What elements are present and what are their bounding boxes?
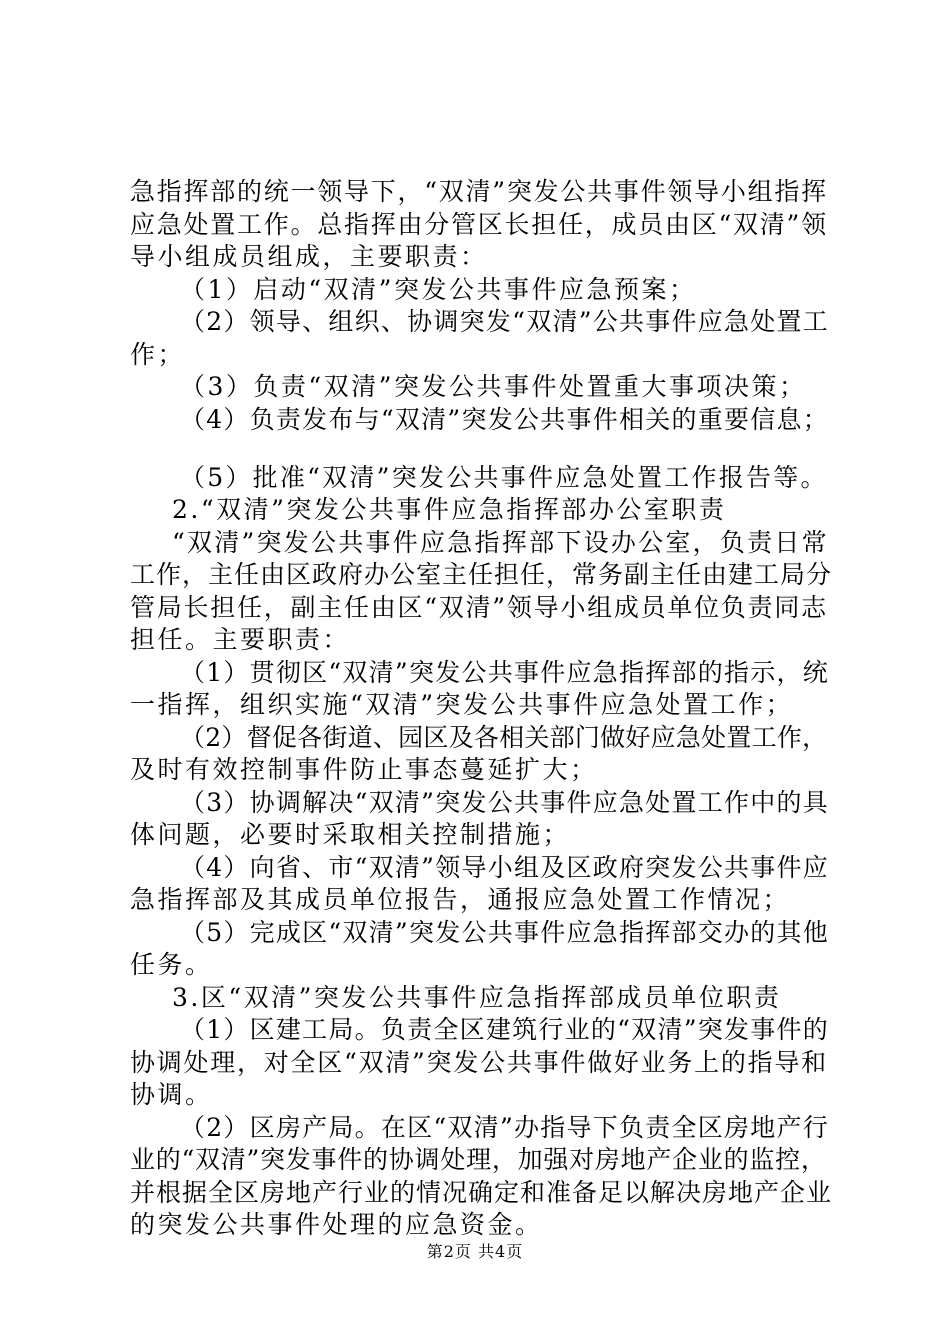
list-item: （1）贯彻区“双清”突发公共事件应急指挥部的指示，统	[180, 658, 829, 687]
list-item: （4）向省、市“双清”领导小组及区政府突发公共事件应	[180, 853, 829, 882]
text-line: “双清”突发公共事件应急指挥部下设办公室，负责日常	[172, 528, 829, 557]
text-line: 的突发公共事件处理的应急资金。	[130, 1210, 543, 1239]
text-line: 并根据全区房地产行业的情况确定和准备足以解决房地产企业	[130, 1178, 833, 1207]
text-line: 担任。主要职责：	[130, 625, 351, 654]
section-heading: 2.“双清”突发公共事件应急指挥部办公室职责	[172, 495, 727, 524]
text-line: 业的“双清”突发事件的协调处理，加强对房地产企业的监控，	[130, 1145, 827, 1174]
list-item: （2）督促各街道、园区及各相关部门做好应急处置工作，	[180, 723, 828, 752]
list-item: （1）启动“双清”突发公共事件应急预案；	[180, 275, 697, 304]
text-line: 及时有效控制事件防止事态蔓延扩大；	[130, 755, 598, 784]
text-line: 应急处置工作。总指挥由分管区长担任，成员由区“双清”领	[130, 210, 828, 239]
text-line: 作；	[130, 340, 186, 369]
list-item: （3）协调解决“双清”突发公共事件应急处置工作中的具	[180, 788, 829, 817]
list-item: （2）区房产局。在区“双清”办指导下负责全区房地产行	[180, 1113, 829, 1142]
text-line: 一指挥，组织实施“双清”突发公共事件应急处置工作；	[130, 690, 794, 719]
list-item: （1）区建工局。负责全区建筑行业的“双清”突发事件的	[180, 1015, 829, 1044]
text-line: 工作，主任由区政府办公室主任担任，常务副主任由建工局分	[130, 560, 833, 589]
list-item: （5）批准“双清”突发公共事件应急处置工作报告等。	[180, 463, 828, 492]
page-footer: 第2页 共4页	[426, 1242, 524, 1261]
text-line: 任务。	[130, 950, 213, 979]
text-line: 管局长担任，副主任由区“双清”领导小组成员单位负责同志	[130, 593, 828, 622]
section-heading: 3.区“双清”突发公共事件应急指挥部成员单位职责	[172, 983, 782, 1012]
text-line: 体问题，必要时采取相关控制措施；	[130, 820, 571, 849]
text-line: 导小组成员组成，主要职责：	[130, 242, 488, 271]
list-item: （2）领导、组织、协调突发“双清”公共事件应急处置工	[180, 307, 829, 336]
list-item: （4）负责发布与“双清”突发公共事件相关的重要信息；	[180, 405, 829, 434]
list-item: （3）负责“双清”突发公共事件处置重大事项决策；	[180, 372, 807, 401]
list-item: （5）完成区“双清”突发公共事件应急指挥部交办的其他	[180, 918, 829, 947]
text-line: 协调。	[130, 1080, 213, 1109]
text-line: 协调处理，对全区“双清”突发公共事件做好业务上的指导和	[130, 1048, 828, 1077]
text-line: 急指挥部的统一领导下，“双清”突发公共事件领导小组指挥	[130, 177, 828, 206]
text-line: 急指挥部及其成员单位报告，通报应急处置工作情况；	[130, 885, 791, 914]
